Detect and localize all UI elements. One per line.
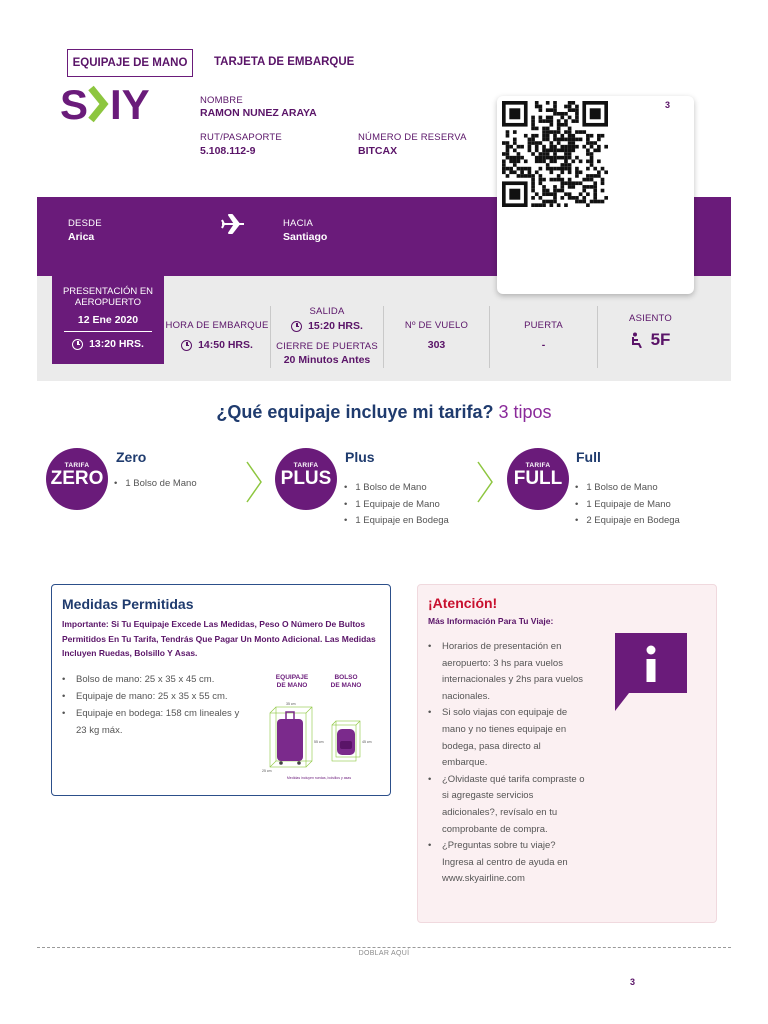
list-item: • Equipaje de mano: 25 x 35 x 55 cm. [62, 688, 247, 705]
tariff-name-full: Full [576, 449, 601, 465]
badge-small-label: TARIFA [525, 462, 551, 469]
clock-icon [72, 339, 83, 350]
tariff-list-plus [344, 480, 449, 530]
badge-big-label: PLUS [280, 468, 332, 489]
booking-code: BITCAX [358, 145, 398, 157]
boarding-col [164, 320, 270, 351]
tariff-list-full [575, 480, 685, 530]
badge-big-label: FULL [513, 468, 563, 489]
attention-subtitle: Más Información Para Tu Viaje: [428, 616, 554, 626]
from-city: Arica [68, 231, 95, 243]
page-number: 3 [630, 977, 636, 987]
seat-label: ASIENTO [629, 313, 672, 324]
passenger-id: 5.108.112-9 [200, 145, 256, 157]
seat-col [598, 313, 703, 350]
list-item: • 1 Equipaje de Mano [344, 497, 449, 514]
presentation-time: 13:20 HRS. [89, 338, 144, 350]
list-item: • 2 Equipaje en Bodega [575, 513, 685, 530]
question-highlight: 3 tipos [498, 402, 552, 422]
gate-value: - [541, 339, 546, 351]
departure-time: 15:20 HRS. [308, 320, 363, 332]
tariff-name-zero: Zero [116, 449, 147, 465]
seat-value: 5F [650, 330, 671, 349]
list-item: • 1 Equipaje de Mano [575, 497, 685, 514]
departure-label: SALIDA [309, 306, 345, 317]
boarding-label: HORA DE EMBARQUE [165, 320, 269, 331]
clock-icon [181, 340, 192, 351]
question-text: ¿Qué equipaje incluye mi tarifa? [216, 402, 494, 422]
fold-label: DOBLAR AQUÍ [353, 950, 416, 957]
gate-label: PUERTA [524, 320, 563, 331]
to-city: Santiago [283, 231, 328, 243]
sky-logo [60, 84, 165, 124]
svg-text:IY: IY [110, 84, 150, 124]
tariff-list-zero [114, 476, 197, 493]
from-label: DESDE [68, 218, 102, 229]
passenger-name: RAMON NUNEZ ARAYA [200, 107, 317, 119]
luggage-question [0, 402, 768, 423]
flight-label: Nº DE VUELO [404, 320, 469, 331]
presentation-box [52, 276, 164, 364]
tariff-badge-full [507, 448, 569, 510]
measurements-important: Importante: Si Tu Equipaje Excede Las Medidas, Peso O Número De Bultos Permitidos En Tu Tarifa, Tendrás Que Pagar Un Monto Adicional. Las Medidas Incluyen Ruedas, Bolsillo Y Asas. [62, 619, 376, 658]
tariff-badge-zero [46, 448, 108, 510]
list-item: • Si solo viajas con equipaje de mano y no tienes equipaje en bodega, pasa directo al embarque. [428, 705, 586, 771]
list-item: • 1 Equipaje en Bodega [344, 513, 449, 530]
name-label: NOMBRE [200, 95, 243, 106]
list-item: • 1 Bolso de Mano [344, 480, 449, 497]
seat-icon [631, 332, 643, 348]
boarding-time: 14:50 HRS. [198, 339, 253, 351]
dim-d: 45 cm [362, 740, 372, 744]
divider [64, 331, 152, 332]
departure-col [271, 306, 383, 366]
list-item: • Bolso de mano: 25 x 35 x 45 cm. [62, 671, 247, 688]
badge-big-label: ZERO [50, 468, 104, 489]
gate-col [490, 320, 597, 351]
badge-small-label: TARIFA [293, 462, 319, 469]
tariff-badge-plus [275, 448, 337, 510]
booking-label: NÚMERO DE RESERVA [358, 132, 467, 143]
allowed-measurements-box [51, 584, 391, 796]
list-item: • 1 Bolso de Mano [114, 476, 197, 493]
gate-close-value: 20 Minutos Antes [283, 354, 371, 366]
diagram-caption: Medidas incluyen ruedas, bolsillos y asas [286, 776, 352, 780]
list-item: • Equipaje en bodega: 158 cm lineales y 23 kg máx. [62, 705, 247, 739]
dim-c: 25 cm [262, 769, 272, 773]
list-item: • Horarios de presentación en aeropuerto: 3 hs para vuelos internacionales y 2hs para vuelos nacionales. [428, 639, 586, 705]
dim-b: 55 cm [314, 740, 324, 744]
airplane-icon [221, 213, 245, 235]
measurements-list [62, 671, 247, 739]
dim-a: 35 cm [286, 702, 296, 706]
svg-text:S: S [60, 84, 89, 124]
presentation-date: 12 Ene 2020 [77, 314, 139, 326]
clock-icon [291, 321, 302, 332]
id-label: RUT/PASAPORTE [200, 132, 282, 143]
document-title: TARJETA DE EMBARQUE [214, 56, 355, 68]
to-label: HACIA [283, 218, 314, 229]
qr-card [497, 96, 694, 294]
attention-list [428, 639, 586, 888]
list-item: • ¿Olvidaste qué tarifa compraste o si agregaste servicios adicionales?, revísalo en tu comprobante de compra. [428, 772, 586, 838]
presentation-label: PRESENTACIÓN EN AEROPUERTO [62, 286, 154, 308]
list-item: • 1 Bolso de Mano [575, 480, 685, 497]
fold-label-wrap [0, 942, 768, 960]
attention-box [417, 584, 717, 923]
flight-col [384, 320, 489, 351]
attention-title: ¡Atención! [428, 595, 498, 611]
badge-small-label: TARIFA [64, 462, 90, 469]
qr-number: 3 [664, 100, 670, 110]
tariff-name-plus: Plus [345, 449, 375, 465]
list-item: • ¿Preguntas sobre tu viaje? Ingresa al centro de ayuda en www.skyairline.com [428, 838, 586, 888]
info-icon [615, 633, 687, 713]
qr-code [502, 101, 608, 207]
diagram-label-left: EQUIPAJE DE MANO [275, 674, 309, 689]
chevron-right-icon [475, 460, 495, 504]
luggage-diagram [256, 667, 382, 781]
flight-number: 303 [427, 339, 446, 351]
hand-luggage-tag: EQUIPAJE DE MANO [67, 49, 193, 77]
gate-close-label: CIERRE DE PUERTAS [276, 341, 378, 352]
chevron-right-icon [244, 460, 264, 504]
measurements-title: Medidas Permitidas [62, 596, 194, 612]
diagram-label-right: BOLSO DE MANO [330, 674, 362, 689]
